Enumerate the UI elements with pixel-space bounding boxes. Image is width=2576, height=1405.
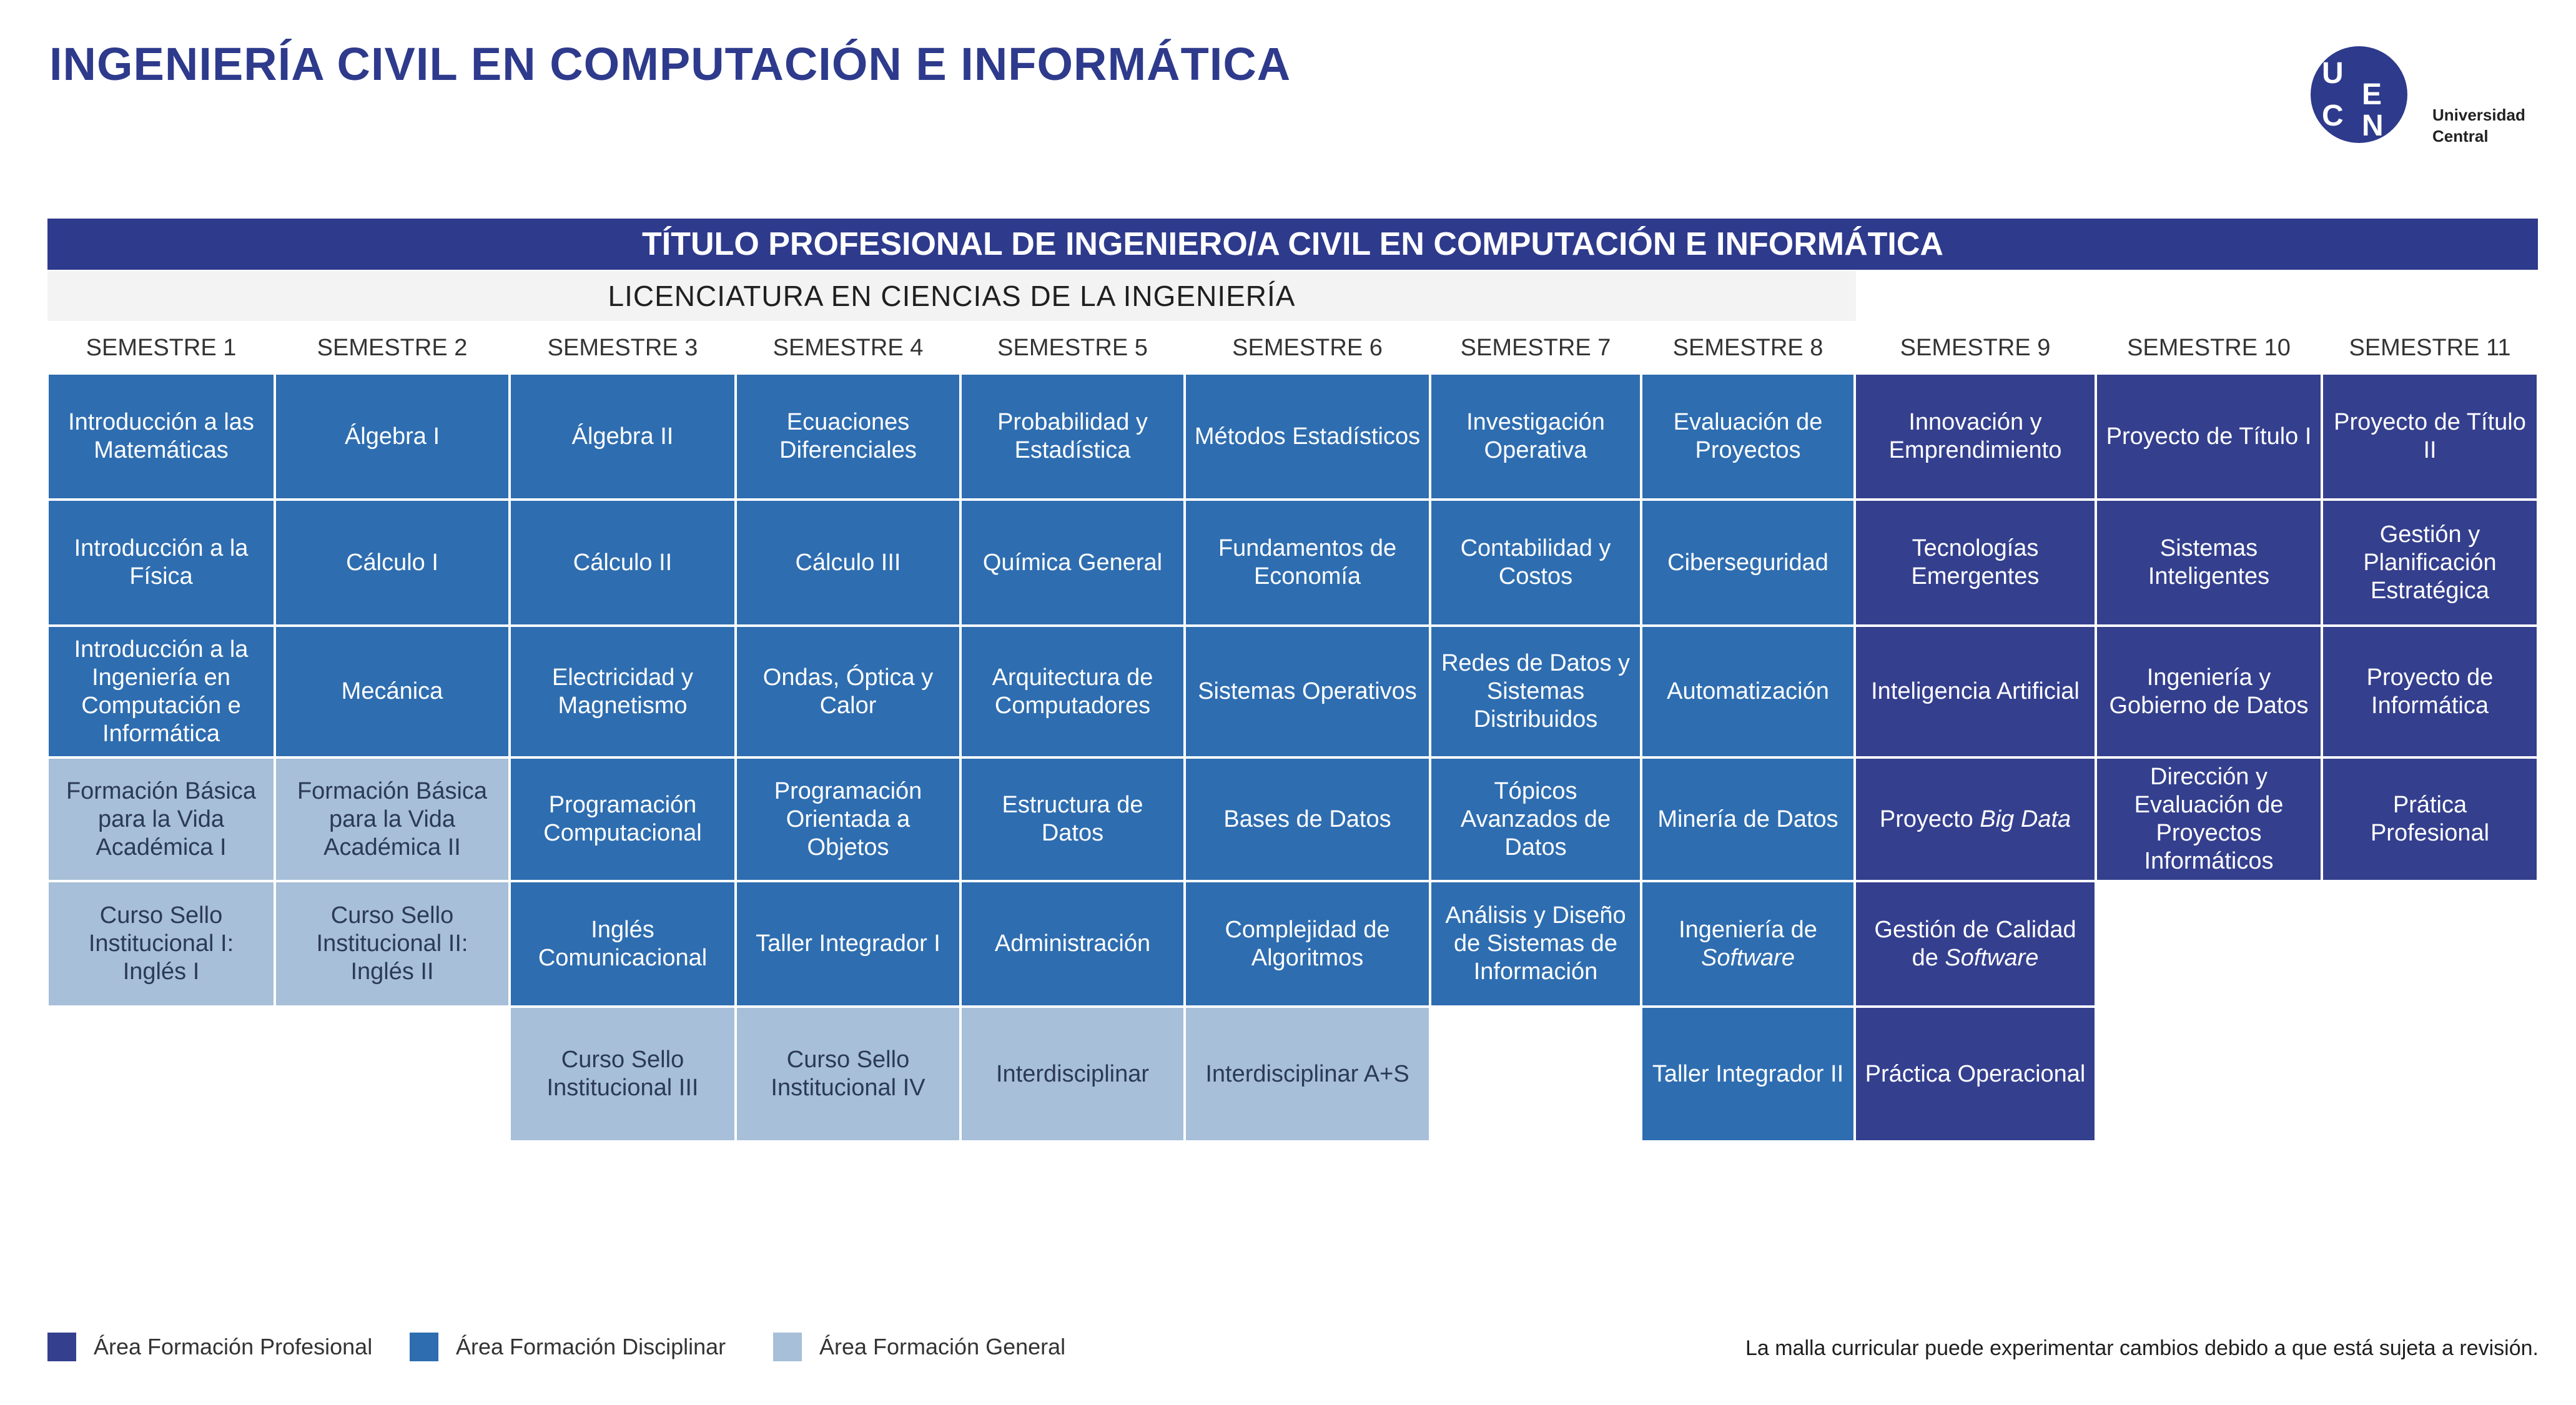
course-name	[1652, 1060, 1843, 1088]
course-name	[969, 408, 1176, 465]
semester-header-1: SEMESTRE 1	[86, 334, 237, 361]
course-name-part: Innovación y Emprendimiento	[1888, 409, 2062, 463]
course-name	[2331, 664, 2529, 720]
course-cell	[1855, 373, 2096, 500]
semester-header-8: SEMESTRE 8	[1672, 334, 1823, 361]
course-cell	[47, 373, 275, 500]
course-cell	[2096, 500, 2322, 626]
course-name-part: Evaluación de Proyectos	[1673, 409, 1823, 463]
course-name	[996, 1060, 1149, 1088]
course-name-part: Formación Básica para la Vida Académica I	[66, 777, 257, 860]
course-name-part: Cálculo II	[573, 549, 673, 576]
course-cell	[47, 500, 275, 626]
course-cell	[2322, 757, 2538, 881]
course-name-part: Álgebra II	[571, 423, 674, 450]
semester-header-10: SEMESTRE 10	[2127, 334, 2291, 361]
course-name	[1193, 535, 1421, 591]
course-cell	[47, 757, 275, 881]
course-name-part: Proyecto de Título I	[2106, 423, 2312, 450]
course-cell	[736, 1007, 960, 1141]
course-cell	[1185, 757, 1430, 881]
course-cell	[2096, 626, 2322, 757]
course-name-part: Interdisciplinar A+S	[1205, 1060, 1409, 1087]
course-name	[756, 930, 940, 958]
course-name-part: Ciberseguridad	[1667, 549, 1828, 576]
course-cell	[1855, 500, 2096, 626]
course-cell	[47, 626, 275, 757]
course-name	[2331, 521, 2529, 605]
course-name	[1871, 678, 2080, 706]
course-cell	[1855, 757, 2096, 881]
course-name	[56, 777, 266, 862]
course-name	[56, 902, 266, 986]
course-cell	[960, 881, 1185, 1007]
course-name	[1205, 1060, 1409, 1088]
course-cell	[1185, 1007, 1430, 1141]
legend-label: Área Formación Profesional	[94, 1334, 373, 1359]
course-cell	[736, 500, 960, 626]
course-name	[969, 664, 1176, 720]
course-name-part: Formación Básica para la Vida Académica II	[297, 777, 488, 860]
course-cell	[2096, 373, 2322, 500]
course-cell	[275, 757, 510, 881]
course-name-part: Proyecto	[1879, 806, 1980, 832]
course-name-part: Química General	[982, 549, 1163, 576]
course-name-part: Métodos Estadísticos	[1194, 423, 1421, 450]
course-name-part: Proyecto de Título II	[2334, 409, 2526, 463]
course-name-italic-part: Software	[1701, 944, 1795, 971]
semester-header-11: SEMESTRE 11	[2349, 334, 2511, 361]
legend-swatch	[47, 1333, 76, 1361]
course-cell	[960, 373, 1185, 500]
course-name	[56, 636, 266, 748]
course-name	[1195, 423, 1420, 451]
course-cell	[510, 626, 736, 757]
course-name-part: Tópicos Avanzados de Datos	[1460, 777, 1611, 860]
course-name-part: Prática Profesional	[2370, 792, 2490, 846]
course-name-part: Curso Sello Institucional II: Inglés II	[316, 902, 468, 985]
course-name	[56, 535, 266, 591]
course-name	[744, 777, 952, 862]
course-name	[2331, 408, 2529, 465]
course-cell	[275, 500, 510, 626]
course-name-part: Ondas, Óptica y Calor	[762, 664, 934, 719]
course-name	[284, 902, 501, 986]
course-cell	[2322, 373, 2538, 500]
course-name-part: Curso Sello Institucional IV	[771, 1047, 925, 1101]
legend-swatch	[773, 1333, 802, 1361]
legend-item-gen	[773, 1331, 1065, 1363]
course-name-part: Administración	[994, 930, 1151, 957]
course-cell	[2322, 626, 2538, 757]
course-cell	[2096, 757, 2322, 881]
legend-label: Área Formación General	[819, 1334, 1066, 1359]
course-cell	[1430, 626, 1641, 757]
course-cell	[510, 881, 736, 1007]
course-cell	[960, 1007, 1185, 1141]
semester-header-7: SEMESTRE 7	[1460, 334, 1611, 361]
course-name	[518, 791, 727, 847]
course-cell	[1855, 1007, 2096, 1141]
course-name	[1863, 535, 2087, 591]
course-cell	[1185, 881, 1430, 1007]
course-name	[2105, 763, 2313, 875]
course-name	[1865, 1060, 2086, 1088]
course-name	[796, 549, 901, 577]
course-name-part: Sistemas Inteligentes	[2148, 535, 2270, 589]
course-name-part: Tecnologías Emergentes	[1911, 535, 2040, 589]
course-name	[969, 791, 1176, 847]
course-name	[1439, 408, 1632, 465]
legend-label: Área Formación Disciplinar	[456, 1334, 726, 1359]
course-cell	[275, 373, 510, 500]
course-cell	[960, 757, 1185, 881]
course-name-part: Redes de Datos y Sistemas Distribuidos	[1441, 650, 1631, 732]
logo-text-line2: Central	[2432, 127, 2489, 145]
course-name	[2105, 535, 2313, 591]
course-cell	[1185, 373, 1430, 500]
logo-letter-n: N	[2362, 109, 2384, 142]
course-name-part: Programación Orientada a Objetos	[774, 777, 922, 860]
semester-header-9: SEMESTRE 9	[1900, 334, 2051, 361]
course-name	[518, 916, 727, 972]
course-name-part: Proyecto de Informática	[2366, 664, 2494, 719]
course-name	[1439, 777, 1632, 862]
course-name	[518, 664, 727, 720]
course-name	[345, 423, 440, 451]
course-name	[1863, 916, 2087, 972]
course-name-part: Automatización	[1667, 678, 1829, 704]
course-name	[983, 549, 1162, 577]
course-cell	[1855, 626, 2096, 757]
course-name-part: Arquitectura de Computadores	[992, 664, 1153, 719]
course-name	[284, 777, 501, 862]
logo-text-line1: Universidad	[2432, 106, 2525, 124]
course-name-part: Programación Computacional	[543, 792, 702, 846]
course-name-part: Electricidad y Magnetismo	[552, 664, 693, 719]
course-name	[1667, 678, 1829, 706]
course-cell	[736, 757, 960, 881]
disclaimer-note: La malla curricular puede experimentar cambios debido a que está sujeta a revisión.	[1745, 1336, 2539, 1360]
course-cell	[1185, 500, 1430, 626]
semester-header-4: SEMESTRE 4	[772, 334, 924, 361]
course-name	[346, 549, 438, 577]
course-cell	[1641, 757, 1855, 881]
course-name-part: Introducción a la Ingeniería en Computación e Informática	[74, 636, 249, 747]
course-name-part: Ingeniería de	[1679, 916, 1817, 943]
course-name-part: Mecánica	[341, 678, 443, 704]
course-name-part: Cálculo I	[346, 549, 438, 576]
course-name-part: Gestión y Planificación Estratégica	[2363, 521, 2497, 604]
course-name-part: Estructura de Datos	[1002, 792, 1143, 846]
course-cell	[736, 373, 960, 500]
course-name-part: Introducción a las Matemáticas	[68, 409, 254, 463]
course-name	[744, 1046, 952, 1102]
course-cell	[1430, 500, 1641, 626]
course-cell	[1430, 757, 1641, 881]
course-name-part: Inglés Comunicacional	[538, 916, 708, 971]
semester-header-3: SEMESTRE 3	[547, 334, 698, 361]
legend-swatch	[410, 1333, 438, 1361]
course-name	[1657, 806, 1838, 834]
semester-header-6: SEMESTRE 6	[1232, 334, 1383, 361]
course-name-part: Dirección y Evaluación de Proyectos Informáticos	[2134, 764, 2284, 874]
course-name-part: Taller Integrador II	[1652, 1060, 1844, 1087]
semester-header-2: SEMESTRE 2	[317, 334, 468, 361]
course-name-part: Complejidad de Algoritmos	[1225, 916, 1390, 971]
course-name-part: Taller Integrador I	[756, 930, 940, 957]
course-name-part: Probabilidad y Estadística	[997, 409, 1148, 463]
logo-letter-e: E	[2362, 78, 2382, 111]
legend-item-disc	[410, 1331, 726, 1363]
course-name	[1880, 806, 2071, 834]
course-cell	[1641, 500, 1855, 626]
semester-header-5: SEMESTRE 5	[997, 334, 1148, 361]
course-name-part: Minería de Datos	[1657, 806, 1838, 832]
course-name	[1439, 902, 1632, 986]
course-cell	[960, 500, 1185, 626]
licenciatura-banner: LICENCIATURA EN CIENCIAS DE LA INGENIERÍA	[47, 271, 1856, 321]
course-cell	[1430, 881, 1641, 1007]
course-cell	[510, 500, 736, 626]
course-name-part: Bases de Datos	[1223, 806, 1391, 832]
course-name	[2106, 423, 2312, 451]
course-cell	[1641, 1007, 1855, 1141]
course-name-part: Interdisciplinar	[996, 1060, 1149, 1087]
course-cell	[510, 1007, 736, 1141]
course-cell	[1641, 626, 1855, 757]
course-name	[572, 423, 674, 451]
course-name	[744, 408, 952, 465]
legend-item-prof	[47, 1331, 372, 1363]
course-name-part: Análisis y Diseño de Sistemas de Información	[1445, 902, 1626, 985]
course-name	[995, 930, 1150, 958]
course-name	[1863, 408, 2087, 465]
course-cell	[510, 373, 736, 500]
course-cell	[2322, 500, 2538, 626]
course-cell	[1855, 881, 2096, 1007]
course-cell	[1185, 626, 1430, 757]
course-name-italic-part: Software	[1945, 944, 2039, 971]
course-name	[1193, 916, 1421, 972]
course-name-part: Introducción a la Física	[74, 535, 249, 589]
course-name-part: Fundamentos de Economía	[1218, 535, 1397, 589]
course-cell	[1430, 373, 1641, 500]
course-name-part: Práctica Operacional	[1865, 1060, 2086, 1087]
course-name-part: Curso Sello Institucional III	[546, 1047, 699, 1101]
course-name	[1439, 535, 1632, 591]
course-name	[342, 678, 443, 706]
logo-text	[2432, 104, 2525, 147]
logo-letter-u: U	[2322, 57, 2344, 90]
course-name-part: Contabilidad y Costos	[1460, 535, 1611, 589]
course-name-part: Cálculo III	[795, 549, 901, 576]
course-cell	[960, 626, 1185, 757]
logo-letter-c: C	[2322, 99, 2344, 132]
course-cell	[275, 626, 510, 757]
course-name	[1223, 806, 1391, 834]
course-name	[56, 408, 266, 465]
course-name-part: Ecuaciones Diferenciales	[779, 409, 917, 463]
course-cell	[1641, 881, 1855, 1007]
course-name-italic-part: Big Data	[1980, 806, 2071, 832]
course-name	[573, 549, 672, 577]
course-cell	[736, 881, 960, 1007]
course-cell	[1641, 373, 1855, 500]
course-name	[1650, 916, 1846, 972]
professional-title-banner: TÍTULO PROFESIONAL DE INGENIERO/A CIVIL EN COMPUTACIÓN E INFORMÁTICA	[47, 219, 2538, 270]
course-cell	[510, 757, 736, 881]
course-name	[2331, 791, 2529, 847]
course-name-part: Álgebra I	[344, 423, 440, 450]
course-name-part: Sistemas Operativos	[1198, 678, 1417, 704]
course-cell	[275, 881, 510, 1007]
course-name-part: Gestión de Calidad de	[1874, 916, 2076, 971]
course-name	[1667, 549, 1828, 577]
course-name-part: Investigación Operativa	[1466, 409, 1605, 463]
course-cell	[47, 881, 275, 1007]
university-logo	[2311, 46, 2560, 146]
course-name-part: Ingeniería y Gobierno de Datos	[2109, 664, 2309, 719]
course-name	[2105, 664, 2313, 720]
course-name	[1439, 649, 1632, 734]
course-name-part: Inteligencia Artificial	[1871, 678, 2080, 704]
course-cell	[736, 626, 960, 757]
course-name-part: Curso Sello Institucional I: Inglés I	[88, 902, 234, 985]
course-name	[518, 1046, 727, 1102]
page-title: INGENIERÍA CIVIL EN COMPUTACIÓN E INFORMÁTICA	[49, 38, 1291, 90]
course-name	[1650, 408, 1846, 465]
course-name	[1198, 678, 1417, 706]
course-name	[744, 664, 952, 720]
